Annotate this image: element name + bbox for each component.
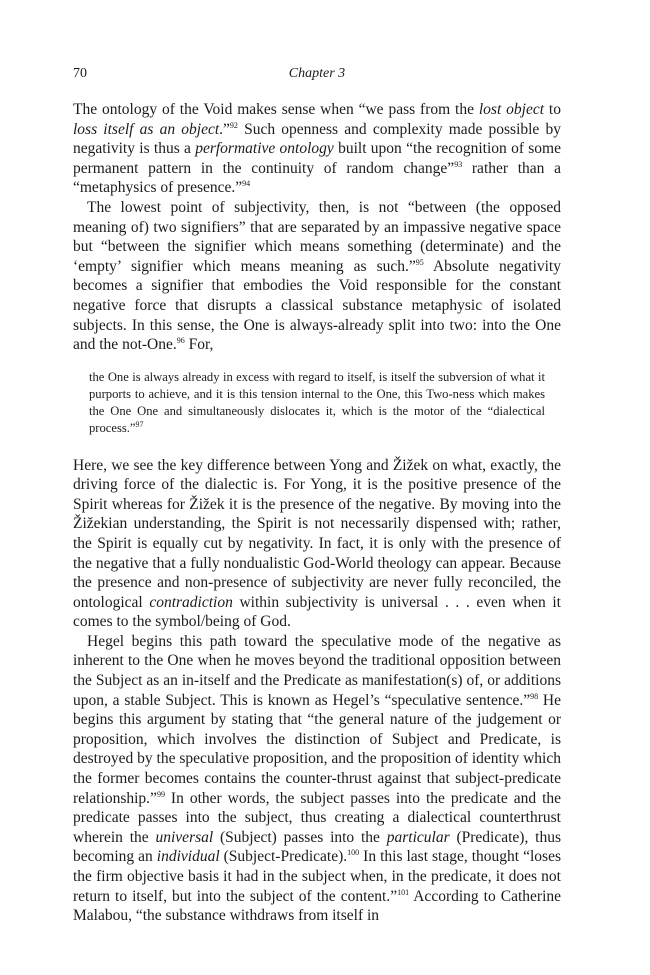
text: rather than a “metaphysics of presence.” [73, 159, 561, 197]
text: within subjectivity is universal . . . even when it comes to the symbol/being of God. [73, 593, 561, 631]
footnote-ref[interactable]: 101 [397, 887, 410, 897]
text: .” [219, 120, 230, 138]
paragraph-1 [73, 100, 561, 198]
italic-phrase: performative ontology [195, 140, 334, 158]
text: Here, we see the key difference between Yong and Žižek on what, exactly, the driving force of the dialectic is. For Yong, it is the positive presence of the Spirit whereas for Žižek it is the presence of the negative. By moving into the Žižekian understanding, the Spirit is not necessarily dispensed with; rather, the Spirit is equally cut by negativity. In fact, it is only with the presence of the negative that a fully nondualistic God-World theology can appear. Because the presence and non-presence of subjectivity are never fully reconciled, the ontological [73, 456, 561, 611]
footnote-ref[interactable]: 96 [176, 335, 185, 345]
chapter-title: Chapter 3 [288, 66, 346, 81]
text: to [544, 101, 561, 118]
text: (Subject) passes into the [213, 828, 387, 846]
block-quote [89, 369, 545, 438]
text: built upon “the recognition of some permanent pattern in the continuity of random change” [73, 140, 561, 177]
italic-phrase: contradiction [149, 593, 233, 611]
body-text [73, 100, 561, 926]
text: (Subject-Predicate). [219, 848, 348, 866]
footnote-ref[interactable]: 95 [415, 257, 424, 267]
text: He begins this argument by stating that “the general nature of the judgement or proposition, which involves the distinction of Subject and Predicate, is destroyed by the speculative proposition, and the proposition of identity which the former becomes contains the counter-thrust against that subject-predicate relationship.” [73, 691, 561, 807]
text: (Predicate), thus becoming an [73, 828, 561, 866]
text: In other words, the subject passes into the predicate and the predicate passes into the subject, thus creating a dialectical counterthrust wherein the [73, 789, 561, 846]
text: The lowest point of subjectivity, then, is not “between (the opposed meaning of) two signifiers” that are separated by an impassive negative space but “between the signifier which means something (determinate) and the ‘empty’ signifier which means meaning as such.” [73, 198, 561, 275]
quote-text: the One is always already in excess with regard to itself, is itself the subversion of what it purports to achieve, and it is this tension internal to the One, this Two-ness which makes the One One and simultaneously dislocates it, which is the motor of the “dialectical process.” [89, 369, 545, 436]
text: The ontology of the Void makes sense when “we pass from the [73, 101, 479, 118]
paragraph-2 [73, 198, 561, 355]
footnote-ref[interactable]: 97 [135, 420, 144, 430]
footnote-ref[interactable]: 100 [347, 848, 360, 858]
italic-phrase: universal [155, 828, 214, 846]
footnote-ref[interactable]: 94 [242, 179, 251, 189]
text: Such openness and complexity made possible by negativity is thus a [73, 120, 561, 158]
text: Hegel begins this path toward the speculative mode of the negative as inherent to the One when he moves beyond the traditional opposition between the Subject as an in-itself and the Predicate as manifestation(s) of, or additions upon, a stable Subject. This is known as Hegel’s “speculative sentence.” [73, 632, 561, 709]
text: In this last stage, thought “loses the firm objective basis it had in the subject when, in the predicate, it does not return to itself, but into the subject of the content.” [73, 848, 561, 905]
footnote-ref[interactable]: 99 [156, 789, 165, 799]
text: Absolute negativity becomes a signifier that embodies the Void responsible for the constant negative force that disrupts a classical substance metaphysic of isolated subjects. In this sense, the One is always-already split into two: into the One and the not-One. [73, 257, 561, 354]
paragraph-4 [73, 632, 561, 926]
paragraph-3 [73, 456, 561, 632]
italic-phrase: particular [386, 828, 450, 846]
footnote-ref[interactable]: 98 [530, 691, 539, 701]
text: According to Catherine Malabou, “the substance withdraws from itself in [73, 887, 562, 925]
running-header [73, 66, 561, 86]
page-number: 70 [73, 66, 87, 81]
footnote-ref[interactable]: 92 [229, 120, 238, 130]
text: For, [184, 336, 214, 354]
footnote-ref[interactable]: 93 [454, 159, 463, 169]
italic-phrase: lost object [478, 101, 545, 118]
italic-phrase: loss itself as an object [73, 120, 220, 138]
italic-phrase: individual [156, 848, 220, 866]
